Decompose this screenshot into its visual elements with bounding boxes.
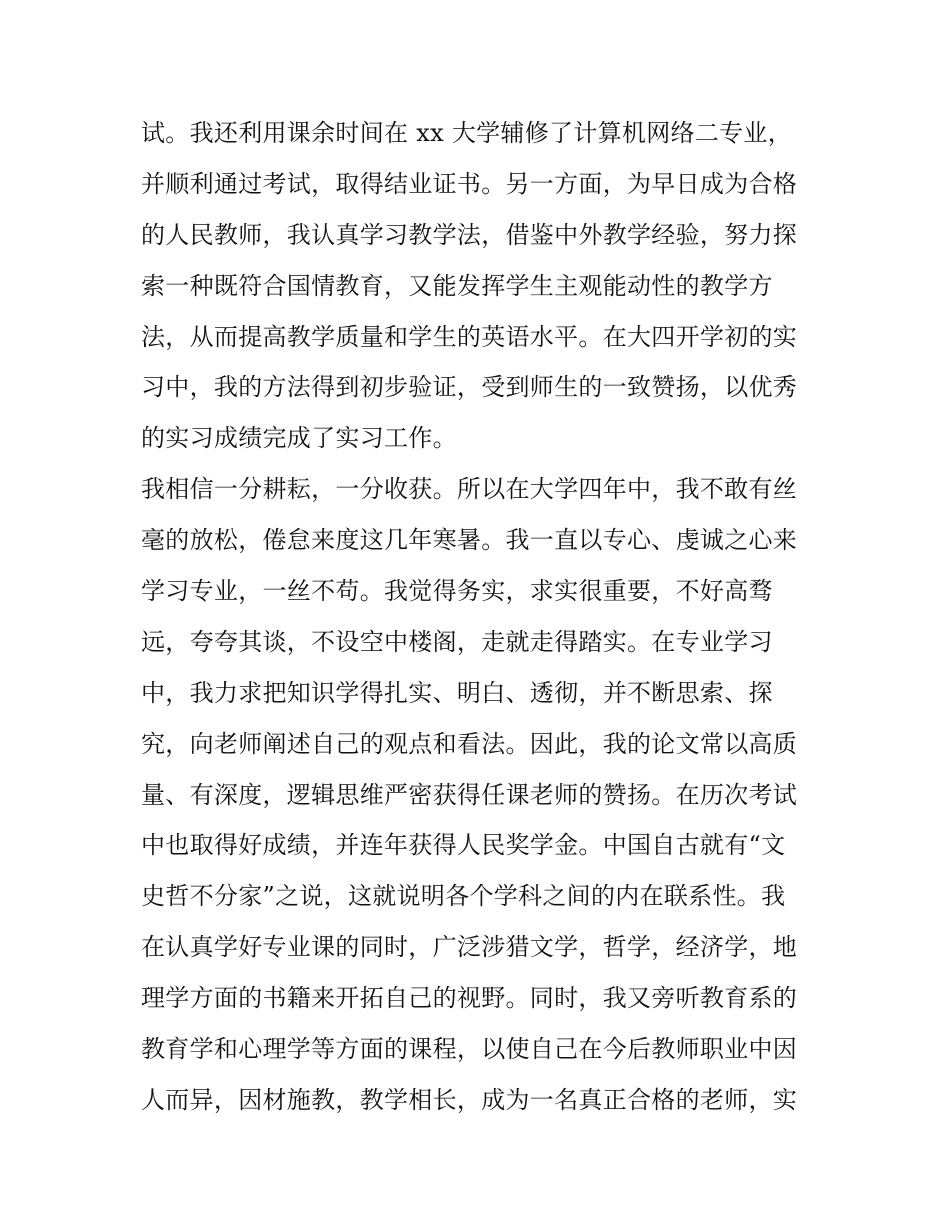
- text-line: 习中，我的方法得到初步验证，受到师生的一致赞扬，以优秀: [141, 373, 798, 402]
- text-line: 我相信一分耕耘，一分收获。所以在大学四年中，我不敢有丝: [141, 475, 798, 504]
- text-line: 试。我还利用课余时间在 xx 大学辅修了计算机网络二专业，: [141, 119, 793, 147]
- text-line: 在认真学好专业课的同时，广泛涉猎文学，哲学，经济学，地: [141, 933, 798, 962]
- text-line: 的人民教师，我认真学习教学法，借鉴中外教学经验，努力探: [141, 220, 798, 249]
- text-line: 中也取得好成绩，并连年获得人民奖学金。中国自古就有“文: [141, 831, 786, 860]
- text-line: 并顺利通过考试，取得结业证书。另一方面，为早日成为合格: [141, 169, 798, 198]
- text-line: 究，向老师阐述自己的观点和看法。因此，我的论文常以高质: [141, 729, 798, 758]
- text-line: 索一种既符合国情教育，又能发挥学生主观能动性的教学方: [141, 271, 773, 300]
- text-line: 毫的放松，倦怠来度这几年寒暑。我一直以专心、虔诚之心来: [141, 526, 798, 555]
- text-line: 量、有深度，逻辑思维严密获得任课老师的赞扬。在历次考试: [141, 780, 798, 809]
- text-line: 教育学和心理学等方面的课程，以使自己在今后教师职业中因: [141, 1035, 798, 1064]
- text-line: 远，夸夸其谈，不设空中楼阁，走就走得踏实。在专业学习: [141, 627, 773, 656]
- text-line: 学习专业，一丝不苟。我觉得务实，求实很重要，不好高骛: [141, 577, 773, 606]
- text-line: 史哲不分家”之说，这就说明各个学科之间的内在联系性。我: [141, 882, 786, 911]
- text-line: 人而异，因材施教，教学相长，成为一名真正合格的老师，实: [141, 1085, 798, 1114]
- text-line: 理学方面的书籍来开拓自己的视野。同时，我又旁听教育系的: [141, 984, 798, 1013]
- text-line: 法，从而提高教学质量和学生的英语水平。在大四开学初的实: [141, 322, 798, 351]
- text-line: 的实习成绩完成了实习工作。: [141, 424, 457, 453]
- body-text: [141, 108, 821, 1126]
- text-line: 中，我力求把知识学得扎实、明白、透彻，并不断思索、探: [141, 678, 773, 707]
